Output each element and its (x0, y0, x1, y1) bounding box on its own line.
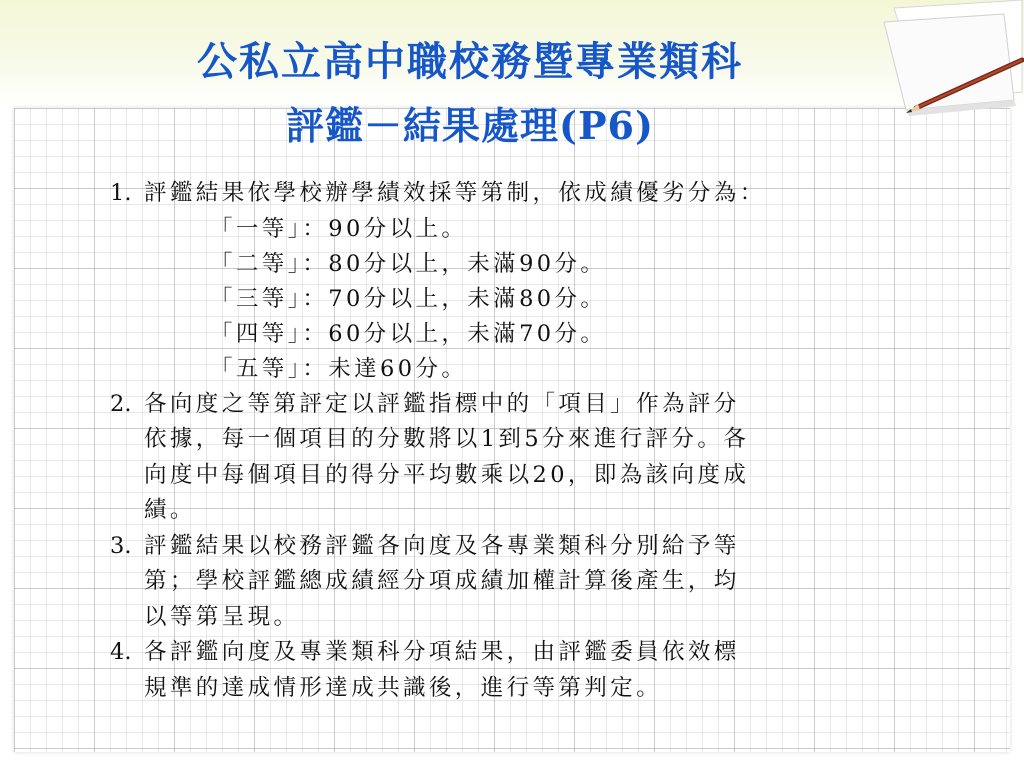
list-item-text: 依據，每一個項目的分數將以1到5分來進行評分。各 (144, 426, 750, 452)
page-title-line-1: 公私立高中職校務暨專業類科 (197, 38, 743, 85)
list-item-number: 1. (110, 180, 132, 206)
list-item-text: 第；學校評鑑總成績經分項成績加權計算後產生，均 (144, 568, 740, 594)
list-item-number: 4. (110, 639, 132, 665)
list-item-2 (110, 387, 940, 529)
grade-item: 「五等」：未達60分。 (210, 355, 468, 382)
list-item-text: 各向度之等第評定以評鑑指標中的「項目」作為評分 (144, 390, 740, 417)
list-item-1 (110, 176, 940, 387)
page-title-line-2: 評鑑－結果處理(P6) (286, 103, 654, 148)
grade-item: 「二等」：80分以上，未滿90分。 (210, 250, 607, 277)
grade-list (144, 212, 940, 387)
list-item-text: 以等第呈現。 (144, 603, 300, 630)
list-item-4 (110, 635, 940, 706)
grade-item: 「一等」：90分以上。 (210, 215, 468, 242)
grade-item: 「三等」：70分以上，未滿80分。 (210, 285, 607, 312)
list-item-3 (110, 529, 940, 636)
list-item-text: 各評鑑向度及專業類科分項結果，由評鑑委員依效標 (144, 639, 740, 665)
list-item-text: 評鑑結果依學校辦學績效採等第制，依成績優劣分為： (144, 180, 766, 206)
content-list (110, 176, 940, 706)
list-item-text: 績。 (144, 497, 196, 523)
list-item-text: 規準的達成情形達成共識後，進行等第判定。 (144, 674, 663, 701)
grade-item: 「四等」：60分以上，未滿70分。 (210, 320, 607, 347)
list-item-number: 3. (110, 532, 132, 559)
list-item-number: 2. (110, 390, 132, 417)
list-item-text: 向度中每個項目的得分平均數乘以20，即為該向度成 (144, 461, 750, 488)
list-item-text: 評鑑結果以校務評鑑各向度及各專業類科分別給予等 (144, 532, 740, 559)
